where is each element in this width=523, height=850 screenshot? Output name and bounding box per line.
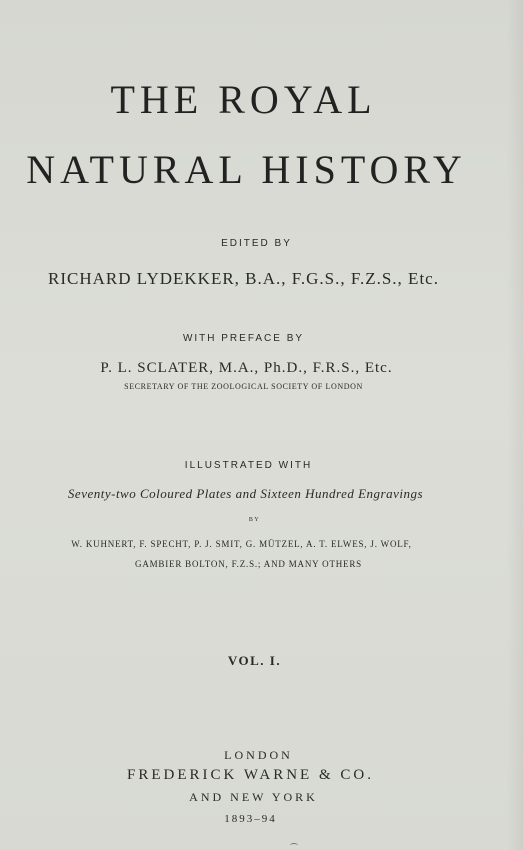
editor-name: RICHARD LYDEKKER, B.A., F.G.S., F.Z.S., Etc. <box>48 269 439 288</box>
illustration-description: Seventy-two Coloured Plates and Sixteen Hundred Engravings <box>67 486 424 501</box>
page-edge-shadow <box>507 0 523 850</box>
imprint-city: LONDON <box>224 748 293 762</box>
volume-number: VOL. I. <box>227 653 282 668</box>
title-line-1: THE ROYAL <box>110 77 377 122</box>
preface-author-name: P. L. SCLATER, M.A., Ph.D., F.R.S., Etc. <box>100 360 393 376</box>
imprint-secondary-city: AND NEW YORK <box>189 790 318 804</box>
page-edge-mark <box>290 843 298 848</box>
illustrated-with-label: ILLUSTRATED WITH <box>184 460 313 471</box>
illustrators-line-1: W. KUHNERT, F. SPECHT, P. J. SMIT, G. MÜTZEL, A. T. ELWES, J. WOLF, <box>71 539 412 549</box>
imprint-years: 1893–94 <box>224 813 277 825</box>
edited-by-label: EDITED BY <box>221 238 292 249</box>
illustrators-line-2: GAMBIER BOLTON, F.Z.S.; AND MANY OTHERS <box>135 559 362 569</box>
preface-by-label: WITH PREFACE BY <box>182 333 305 344</box>
imprint-publisher: FREDERICK WARNE & CO. <box>127 767 374 783</box>
illustrators-by-label: BY <box>248 517 261 523</box>
preface-author-position: SECRETARY OF THE ZOOLOGICAL SOCIETY OF LONDON <box>124 382 363 391</box>
title-line-2: NATURAL HISTORY <box>26 147 467 192</box>
